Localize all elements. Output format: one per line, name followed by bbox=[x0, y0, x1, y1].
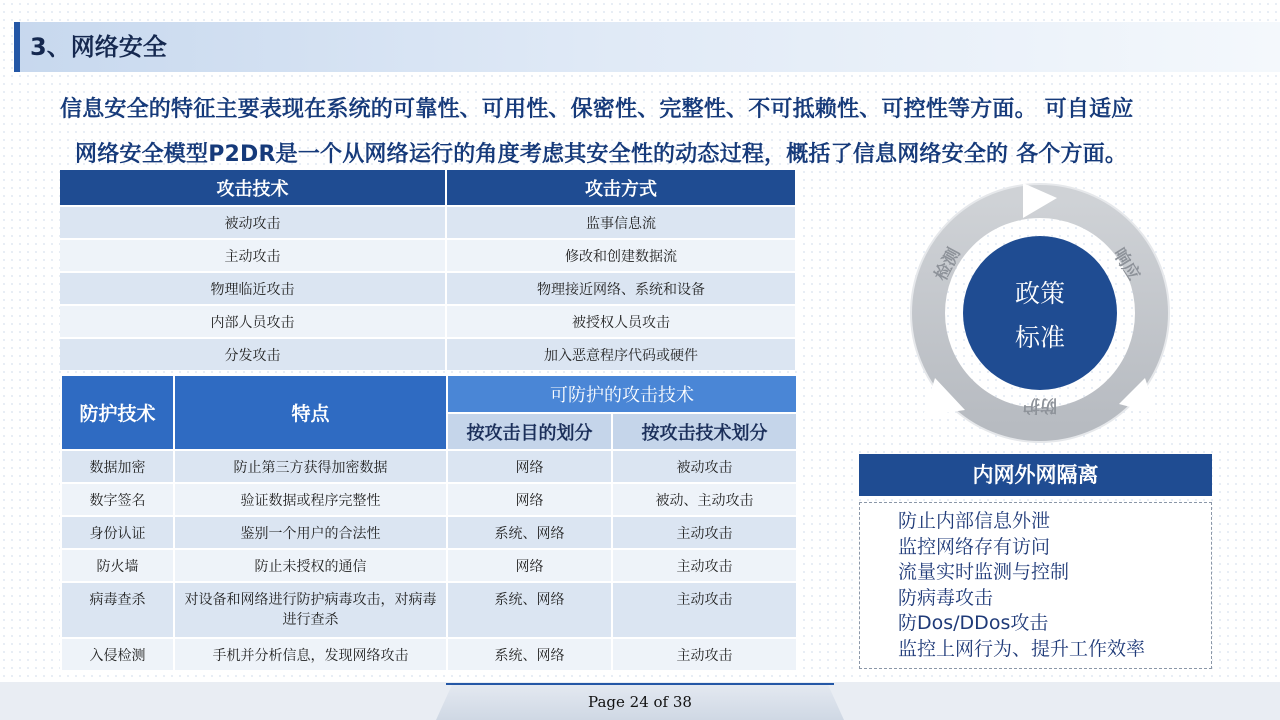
attack-tech-cell: 内部人员攻击 bbox=[60, 305, 446, 338]
list-item: 防Dos/DDos攻击 bbox=[898, 612, 1049, 634]
defense-header-row-1 bbox=[61, 375, 797, 413]
table-row bbox=[61, 450, 797, 483]
defense-target-cell: 系统、网络 bbox=[447, 516, 612, 549]
defense-feature-cell: 对设备和网络进行防护病毒攻击，对病毒进行查杀 bbox=[174, 582, 447, 638]
table-row bbox=[61, 549, 797, 582]
list-item: 监控网络存有访问 bbox=[898, 535, 1051, 558]
attack-mode-cell: 物理接近网络、系统和设备 bbox=[446, 272, 796, 305]
list-item: 防病毒攻击 bbox=[898, 586, 994, 609]
header-accent-bar bbox=[14, 22, 20, 72]
defense-technique-cell: 主动攻击 bbox=[612, 516, 797, 549]
attack-table-header bbox=[60, 170, 796, 206]
table-row bbox=[61, 638, 797, 671]
defense-tech-cell: 数据加密 bbox=[61, 450, 174, 483]
table-row bbox=[60, 239, 796, 272]
table-row bbox=[60, 272, 796, 305]
defense-header-by-target: 按攻击目的划分 bbox=[447, 413, 612, 450]
defense-tech-cell: 防火墙 bbox=[61, 549, 174, 582]
defense-technique-cell: 被动攻击 bbox=[612, 450, 797, 483]
attack-mode-cell: 加入恶意程序代码或硬件 bbox=[446, 338, 796, 370]
defense-header-feature: 特点 bbox=[174, 375, 447, 450]
defense-feature-cell: 手机并分析信息，发现网络攻击 bbox=[174, 638, 447, 671]
list-item: 流量实时监测与控制 bbox=[898, 561, 1070, 583]
defense-target-cell: 系统、网络 bbox=[447, 582, 612, 638]
attack-header-tech: 攻击技术 bbox=[60, 170, 446, 206]
defense-technique-cell: 主动攻击 bbox=[612, 638, 797, 671]
p2dr-cycle-diagram bbox=[905, 178, 1175, 448]
table-row bbox=[60, 338, 796, 370]
page-title: 3、网络安全 bbox=[30, 33, 167, 61]
defense-header-tech: 防护技术 bbox=[61, 375, 174, 450]
cycle-center-line-2: 标准 bbox=[1014, 323, 1066, 352]
attack-mode-cell: 修改和创建数据流 bbox=[446, 239, 796, 272]
attack-tech-cell: 主动攻击 bbox=[60, 239, 446, 272]
attack-tech-cell: 被动攻击 bbox=[60, 206, 446, 239]
table-row bbox=[61, 516, 797, 549]
isolation-title: 内网外网隔离 bbox=[859, 454, 1212, 496]
isolation-box bbox=[859, 502, 1212, 669]
defense-target-cell: 系统、网络 bbox=[447, 638, 612, 671]
page-number: Page 24 of 38 bbox=[588, 693, 692, 711]
attack-table bbox=[60, 170, 797, 370]
list-item: 监控上网行为、提升工作效率 bbox=[898, 637, 1146, 660]
table-row bbox=[60, 206, 796, 239]
cycle-segment-right: 响应 bbox=[1108, 244, 1144, 285]
defense-tech-cell: 入侵检测 bbox=[61, 638, 174, 671]
attack-tech-cell: 分发攻击 bbox=[60, 338, 446, 370]
intro-line-1: 信息安全的特征主要表现在系统的可靠性、可用性、保密性、完整性、不可抵赖性、可控性等方面。 可自适应 bbox=[60, 97, 1134, 122]
defense-tech-cell: 身份认证 bbox=[61, 516, 174, 549]
header-band bbox=[14, 22, 1280, 72]
defense-target-cell: 网络 bbox=[447, 549, 612, 582]
defense-target-cell: 网络 bbox=[447, 483, 612, 516]
list-item: 防止内部信息外泄 bbox=[898, 510, 1051, 532]
attack-header-mode: 攻击方式 bbox=[446, 170, 796, 206]
cycle-segment-bottom: 防护 bbox=[1023, 395, 1057, 415]
defense-feature-cell: 防止未授权的通信 bbox=[174, 549, 447, 582]
defense-technique-cell: 主动攻击 bbox=[612, 549, 797, 582]
cycle-center-circle bbox=[963, 236, 1117, 390]
table-row bbox=[61, 582, 797, 638]
attack-tech-cell: 物理临近攻击 bbox=[60, 272, 446, 305]
isolation-list bbox=[860, 503, 1211, 662]
defense-technique-cell: 主动攻击 bbox=[612, 582, 797, 638]
table-row bbox=[61, 483, 797, 516]
cycle-segment-left: 检测 bbox=[931, 244, 965, 285]
attack-mode-cell: 监事信息流 bbox=[446, 206, 796, 239]
defense-header-group: 可防护的攻击技术 bbox=[447, 375, 797, 413]
defense-feature-cell: 鉴别一个用户的合法性 bbox=[174, 516, 447, 549]
defense-technique-cell: 被动、主动攻击 bbox=[612, 483, 797, 516]
intro-line-2: 网络安全模型P2DR是一个从网络运行的角度考虑其安全性的动态过程，概括了信息网络安全的 各个方面。 bbox=[75, 142, 1128, 167]
defense-header-by-technique: 按攻击技术划分 bbox=[612, 413, 797, 450]
defense-feature-cell: 验证数据或程序完整性 bbox=[174, 483, 447, 516]
defense-tech-cell: 数字签名 bbox=[61, 483, 174, 516]
defense-target-cell: 网络 bbox=[447, 450, 612, 483]
cycle-center-line-1: 政策 bbox=[1014, 279, 1066, 308]
attack-mode-cell: 被授权人员攻击 bbox=[446, 305, 796, 338]
defense-feature-cell: 防止第三方获得加密数据 bbox=[174, 450, 447, 483]
table-row bbox=[60, 305, 796, 338]
defense-table bbox=[60, 374, 798, 672]
defense-tech-cell: 病毒查杀 bbox=[61, 582, 174, 638]
